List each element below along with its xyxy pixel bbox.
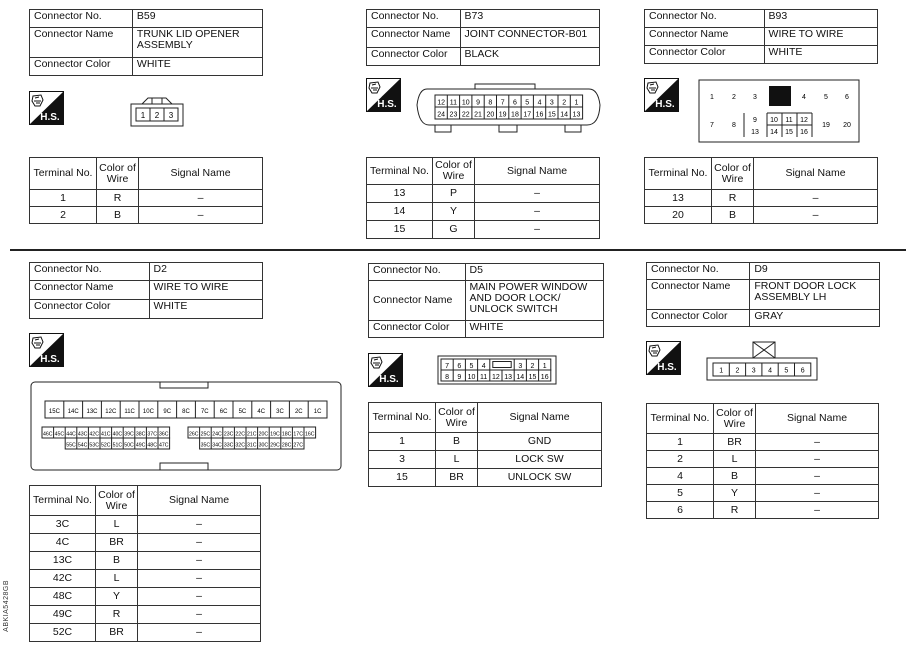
pin-label: 42C: [89, 431, 99, 438]
section-divider: [10, 249, 906, 251]
pin-label: 1: [140, 111, 146, 120]
pin-label: 5: [784, 367, 789, 375]
connector-no-label: Connector No.: [30, 263, 150, 281]
pin-label: 3: [518, 362, 523, 370]
pin-label: 6: [512, 99, 517, 107]
connector-color-label: Connector Color: [30, 300, 150, 319]
pin-label: 44C: [66, 431, 76, 438]
pin-label: 2: [732, 94, 736, 101]
pin-label: 24C: [212, 431, 222, 438]
pin-label: 10: [770, 117, 778, 124]
connector-no-value: D5: [465, 264, 604, 281]
pin-label: 14C: [67, 409, 79, 415]
harness-side-icon: [29, 91, 64, 125]
pin-label: 48C: [147, 442, 157, 449]
pin-label: 11: [480, 373, 488, 381]
signal-name-header: Signal Name: [478, 403, 602, 433]
pin-label: 33C: [223, 442, 234, 449]
pin-label: 11: [449, 99, 458, 107]
table-row: 1 B GND: [369, 433, 602, 451]
terminal-no-header: Terminal No.: [647, 404, 714, 434]
pin-label: 46C: [43, 431, 53, 438]
pin-label: 7: [445, 362, 450, 370]
pin-label: 12: [437, 99, 446, 107]
pin-label: 4: [537, 99, 542, 107]
connector-no-value: B93: [764, 10, 877, 28]
connector-color-value: BLACK: [460, 48, 599, 66]
connector-color-label: Connector Color: [645, 46, 765, 64]
pin-label: 8: [445, 373, 450, 381]
pin-label: 7: [710, 122, 714, 129]
pin-label: 20C: [258, 431, 269, 438]
pin-label: 2C: [294, 409, 303, 415]
pin-label: 2: [530, 362, 535, 370]
terminal-no-header: Terminal No.: [30, 158, 97, 190]
table-row: 52C BR –: [30, 624, 261, 642]
connector-no-value: B59: [132, 10, 262, 28]
d2-connector-diagram: [30, 381, 342, 471]
pin-label: 9: [457, 373, 462, 381]
pin-label: 17: [523, 111, 532, 119]
table-row: 13C B –: [30, 552, 261, 570]
d5-connector-diagram: [437, 355, 557, 385]
pin-label: 52C: [101, 442, 111, 449]
pin-label: 30C: [258, 442, 269, 449]
pin-label: 21: [474, 111, 482, 119]
table-row: 5 Y –: [647, 485, 879, 502]
pin-label: 53C: [89, 442, 99, 449]
connector-name-label: Connector Name: [367, 28, 461, 48]
table-row: 2 B –: [30, 207, 263, 224]
d9-connector-diagram: [706, 341, 818, 381]
pin-label: 40C: [112, 431, 123, 438]
b73-terminal-table: [366, 157, 600, 239]
pin-label: 6: [845, 94, 849, 101]
b59-terminal-table: [29, 157, 263, 224]
pin-label: 7: [500, 99, 505, 107]
b59-info-table: [29, 9, 263, 76]
harness-side-icon: [646, 341, 681, 375]
pin-label: 1C: [313, 409, 322, 415]
pin-label: 22C: [235, 431, 245, 438]
signal-name-header: Signal Name: [756, 404, 879, 434]
pin-label: 10C: [142, 409, 154, 415]
pin-label: 5: [525, 99, 530, 107]
pin-label: 4: [768, 367, 773, 375]
table-row: 14 Y –: [367, 203, 600, 221]
harness-side-icon: [366, 78, 401, 112]
connector-no-label: Connector No.: [645, 10, 765, 28]
table-row: 13 R –: [645, 190, 878, 207]
d9-terminal-table: [646, 403, 879, 519]
pin-label: 12: [492, 373, 500, 381]
pin-label: 20: [843, 122, 851, 129]
pin-label: 5: [824, 94, 828, 101]
connector-name-value: WIRE TO WIRE: [764, 28, 877, 46]
table-row: 15 G –: [367, 221, 600, 239]
connector-color-value: GRAY: [750, 310, 880, 327]
pin-label: 4C: [257, 409, 266, 415]
pin-label: 16: [535, 111, 544, 119]
pin-label: 21C: [247, 431, 257, 438]
connector-no-value: D9: [750, 263, 880, 280]
connector-name-value: TRUNK LID OPENER ASSEMBLY: [132, 28, 262, 58]
pin-label: 15: [528, 373, 537, 381]
pin-label: 24: [437, 111, 446, 119]
terminal-no-header: Terminal No.: [30, 486, 96, 516]
pin-label: 34C: [212, 442, 222, 449]
connector-name-label: Connector Name: [369, 281, 466, 321]
pin-label: 15C: [48, 409, 60, 415]
pin-label: 18: [511, 111, 519, 119]
pin-label: 16: [800, 129, 808, 136]
table-row: 3C L –: [30, 516, 261, 534]
pin-label: 3: [168, 111, 174, 120]
b93-info-table: [644, 9, 878, 64]
pin-label: 28C: [281, 442, 292, 449]
pin-label: 27C: [293, 442, 303, 449]
d2-info-table: [29, 262, 263, 319]
pin-label: 37C: [147, 431, 157, 438]
pin-label: 22: [461, 111, 470, 119]
table-row: 1 BR –: [647, 434, 879, 451]
color-of-wire-header: Color of Wire: [97, 158, 139, 190]
pin-label: 1: [542, 362, 547, 370]
pin-label: 9: [753, 117, 757, 124]
pin-label: 3: [753, 94, 757, 101]
connector-name-label: Connector Name: [30, 281, 150, 300]
connector-color-value: WHITE: [149, 300, 262, 319]
pin-label: 25C: [200, 431, 211, 438]
d2-terminal-table: [29, 485, 261, 642]
pin-label: 3: [549, 99, 554, 107]
pin-label: 14: [560, 111, 569, 119]
pin-label: 49C: [135, 442, 146, 449]
table-row: 3 L LOCK SW: [369, 451, 602, 469]
pin-label: 51C: [112, 442, 123, 449]
table-row: 15 BR UNLOCK SW: [369, 469, 602, 487]
connector-name-label: Connector Name: [30, 28, 133, 58]
pin-label: 20: [486, 111, 495, 119]
connector-name-value: WIRE TO WIRE: [149, 281, 262, 300]
pin-label: 15: [785, 129, 793, 136]
table-row: 42C L –: [30, 570, 261, 588]
connector-no-label: Connector No.: [30, 10, 133, 28]
pin-label: 2: [154, 111, 160, 120]
connector-name-value: FRONT DOOR LOCK ASSEMBLY LH: [750, 280, 880, 310]
d9-info-table: [646, 262, 880, 327]
color-of-wire-header: Color of Wire: [712, 158, 754, 190]
connector-no-label: Connector No.: [369, 264, 466, 281]
table-row: 1 R –: [30, 190, 263, 207]
pin-label: 7C: [200, 409, 209, 415]
pin-label: 50C: [124, 442, 134, 449]
pin-label: 6: [800, 367, 805, 375]
pin-label: 5: [469, 362, 474, 370]
connector-color-value: WHITE: [465, 321, 604, 338]
color-of-wire-header: Color of Wire: [96, 486, 138, 516]
table-row: 48C Y –: [30, 588, 261, 606]
terminal-no-header: Terminal No.: [367, 158, 433, 185]
pin-label: 5C: [238, 409, 247, 415]
pin-label: 1: [719, 367, 724, 375]
b93-terminal-table: [644, 157, 878, 224]
pin-label: 38C: [135, 431, 146, 438]
pin-label: 3C: [276, 409, 284, 415]
pin-label: 19: [822, 122, 830, 129]
pin-label: 11: [785, 117, 793, 124]
color-of-wire-header: Color of Wire: [714, 404, 756, 434]
connector-color-label: Connector Color: [30, 58, 133, 76]
pin-label: 1: [710, 94, 714, 101]
connector-color-label: Connector Color: [369, 321, 466, 338]
color-of-wire-header: Color of Wire: [436, 403, 478, 433]
connector-no-value: D2: [149, 263, 262, 281]
pin-label: 23: [449, 111, 458, 119]
pin-label: 6: [457, 362, 462, 370]
connector-name-value: JOINT CONNECTOR-B01: [460, 28, 599, 48]
pin-label: 35C: [200, 442, 211, 449]
table-row: 6 R –: [647, 502, 879, 519]
pin-label: 1: [574, 99, 579, 107]
pin-label: 23C: [223, 431, 234, 438]
pin-label: 3: [751, 367, 756, 375]
pin-label: 4: [802, 94, 806, 101]
pin-label: 16: [540, 373, 549, 381]
connector-name-value: MAIN POWER WINDOW AND DOOR LOCK/ UNLOCK SWITCH: [465, 281, 604, 321]
connector-color-value: WHITE: [132, 58, 262, 76]
table-row: 20 B –: [645, 207, 878, 224]
pin-label: 9: [476, 99, 481, 107]
pin-label: 19C: [270, 431, 280, 438]
connector-no-label: Connector No.: [367, 10, 461, 28]
pin-label: 12: [800, 117, 808, 124]
pin-label: 14: [516, 373, 525, 381]
pin-label: 36C: [159, 431, 169, 438]
pin-label: 45C: [54, 431, 65, 438]
connector-color-value: WHITE: [764, 46, 877, 64]
harness-side-icon: [644, 78, 679, 112]
pin-label: 8: [732, 122, 736, 129]
pin-label: 13C: [86, 409, 98, 415]
pin-label: 41C: [101, 431, 111, 438]
table-row: 13 P –: [367, 185, 600, 203]
b73-info-table: [366, 9, 600, 66]
pin-label: 32C: [235, 442, 245, 449]
pin-label: 17C: [293, 431, 303, 438]
b59-connector-diagram: [130, 96, 184, 128]
table-row: 49C R –: [30, 606, 261, 624]
pin-label: 18C: [281, 431, 292, 438]
table-row: 4 B –: [647, 468, 879, 485]
pin-label: 43C: [77, 431, 88, 438]
signal-name-header: Signal Name: [475, 158, 600, 185]
pin-label: 15: [547, 111, 556, 119]
connector-no-label: Connector No.: [647, 263, 750, 280]
pin-label: 26C: [189, 431, 199, 438]
signal-name-header: Signal Name: [754, 158, 878, 190]
connector-color-label: Connector Color: [647, 310, 750, 327]
pin-label: 13: [572, 111, 581, 119]
d5-info-table: [368, 263, 604, 338]
harness-side-icon: [368, 353, 403, 387]
document-code: ABKIA5428GB: [3, 580, 10, 632]
pin-label: 6C: [219, 409, 228, 415]
pin-label: 9C: [163, 409, 172, 415]
connector-color-label: Connector Color: [367, 48, 461, 66]
table-row: 2 L –: [647, 451, 879, 468]
pin-label: 13: [504, 373, 512, 381]
signal-name-header: Signal Name: [138, 486, 261, 516]
pin-label: 55C: [66, 442, 76, 449]
pin-label: 2: [562, 99, 567, 107]
pin-label: 10: [461, 99, 470, 107]
pin-label: 10: [467, 373, 476, 381]
color-of-wire-header: Color of Wire: [433, 158, 475, 185]
pin-label: 2: [735, 367, 740, 375]
pin-label: 12C: [105, 409, 117, 415]
pin-label: 31C: [247, 442, 257, 449]
pin-label: 29C: [270, 442, 280, 449]
pin-label: 4: [481, 362, 486, 370]
pin-label: 47C: [159, 442, 169, 449]
signal-name-header: Signal Name: [139, 158, 263, 190]
b73-connector-diagram: [415, 81, 602, 135]
b93-connector-diagram: [698, 79, 860, 143]
pin-label: 19: [498, 111, 507, 119]
terminal-no-header: Terminal No.: [369, 403, 436, 433]
connector-name-label: Connector Name: [645, 28, 765, 46]
harness-side-icon: [29, 333, 64, 367]
table-row: 4C BR –: [30, 534, 261, 552]
pin-label: 16C: [305, 431, 315, 438]
terminal-no-header: Terminal No.: [645, 158, 712, 190]
pin-label: 8: [488, 99, 493, 107]
pin-label: 39C: [124, 431, 134, 438]
d5-terminal-table: [368, 402, 602, 487]
connector-no-value: B73: [460, 10, 599, 28]
pin-label: 8C: [182, 409, 190, 415]
pin-label: 54C: [77, 442, 88, 449]
connector-name-label: Connector Name: [647, 280, 750, 310]
pin-label: 13: [751, 129, 759, 136]
pin-label: 14: [770, 129, 778, 136]
pin-label: 11C: [124, 409, 135, 415]
